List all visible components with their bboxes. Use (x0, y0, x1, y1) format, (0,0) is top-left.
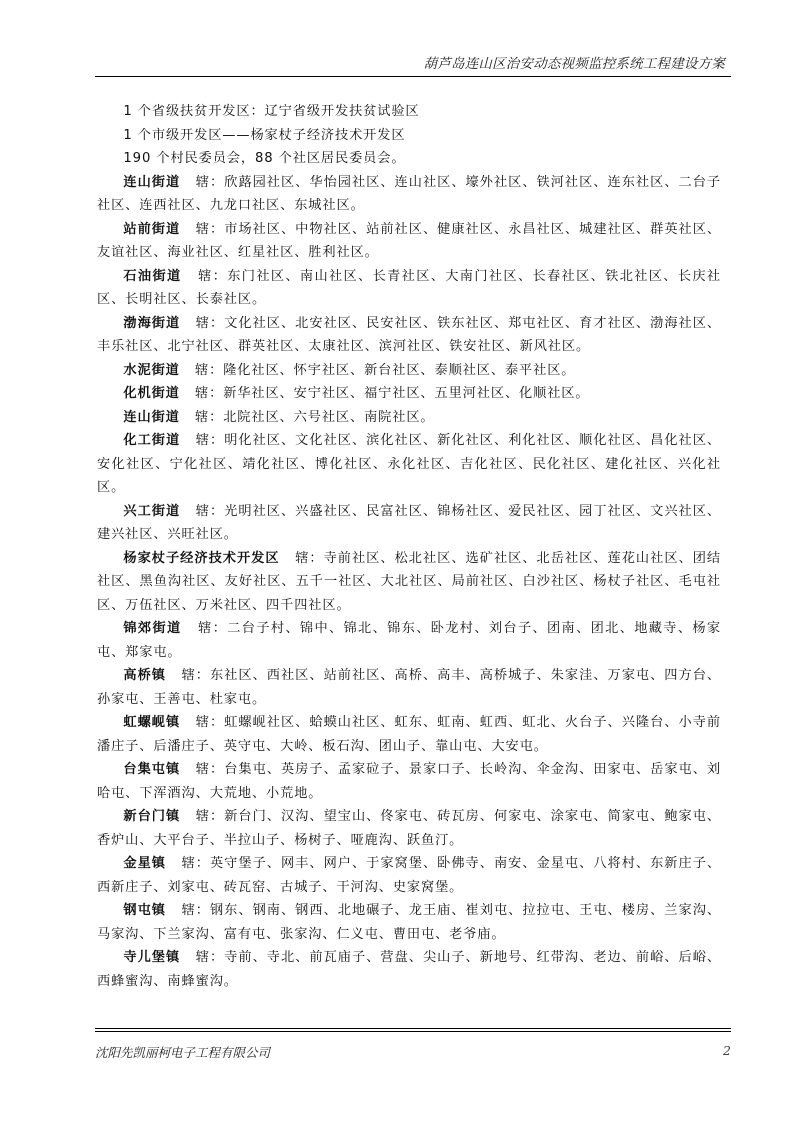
intro-line: 1 个省级扶贫开发区：辽宁省级开发扶贫试验区 (123, 104, 420, 119)
district-name: 金星镇 (123, 856, 166, 871)
district-text: 辖：文化社区、北安社区、民安社区、铁东社区、郑屯社区、育才社区、渤海社区、丰乐社区、北宁社区、群英社区、太康社区、滨河社区、铁安社区、新风社区。 (97, 315, 721, 354)
document-body (97, 100, 721, 993)
district-text: 辖：隆化社区、怀宇社区、新台社区、泰顺社区、泰平社区。 (195, 362, 576, 378)
district-text: 辖：欣蕗园社区、华怡园社区、连山社区、壕外社区、铁河社区、连东社区、二台子社区、连西社区、九龙口社区、东城社区。 (97, 174, 721, 213)
footer-company-name: 沈阳先凯丽柯电子工程有限公司 (95, 1045, 271, 1060)
district-paragraph (97, 547, 721, 618)
district-paragraph (97, 617, 721, 664)
district-name: 锦郊街道 (123, 621, 182, 636)
district-text: 辖：东社区、西社区、站前社区、高桥、高丰、高桥城子、朱家洼、万家屯、四方台、孙家屯、王善屯、杜家屯。 (97, 668, 721, 707)
district-name: 钢屯镇 (123, 903, 166, 918)
district-paragraph (97, 218, 721, 265)
district-paragraph (97, 312, 721, 359)
district-text: 辖：寺前社区、松北社区、选矿社区、北岳社区、莲花山社区、团结社区、黑鱼沟社区、友好社区、五千一社区、大北社区、局前社区、白沙社区、杨杖子社区、毛屯社区、万伍社区、万米社区、四千四社区。 (97, 550, 722, 613)
district-paragraph (97, 711, 721, 758)
intro-line: 1 个市级开发区——杨家杖子经济技术开发区 (123, 127, 406, 143)
district-text: 辖：台集屯、英房子、孟家砬子、景家口子、长岭沟、伞金沟、田家屯、岳家屯、刘哈屯、下浑酒沟、大荒地、小荒地。 (97, 762, 721, 801)
district-name: 站前街道 (123, 221, 181, 237)
header-rule (95, 76, 731, 77)
district-name: 连山街道 (123, 409, 180, 425)
district-text: 辖：寺前、寺北、前瓦庙子、营盘、尖山子、新地号、红带沟、老边、前峪、后峪、西蜂蜜沟、南蜂蜜沟。 (97, 950, 721, 989)
district-text: 辖：北院社区、六号社区、南院社区。 (195, 409, 435, 425)
district-text: 辖：二台子村、锦中、锦北、锦东、卧龙村、刘台子、团南、团北、地藏寺、杨家屯、郑家屯。 (97, 621, 721, 660)
district-name: 兴工街道 (123, 503, 181, 519)
district-name: 化机街道 (123, 386, 180, 401)
district-name: 寺儿堡镇 (123, 950, 181, 965)
district-name: 新台门镇 (123, 809, 181, 824)
district-text: 辖：新华社区、安宁社区、福宁社区、五里河社区、化顺社区。 (195, 386, 590, 401)
district-name: 水泥街道 (123, 362, 180, 378)
district-name: 连山街道 (123, 174, 181, 190)
district-name: 台集屯镇 (123, 762, 181, 777)
district-text: 辖：光明社区、兴盛社区、民富社区、锦杨社区、爱民社区、园丁社区、文兴社区、建兴社区、兴旺社区。 (97, 503, 721, 542)
district-name: 化工街道 (123, 433, 181, 448)
district-text: 辖：新台门、汉沟、望宝山、佟家屯、砖瓦房、何家屯、涂家屯、简家屯、鲍家屯、香炉山、大平台子、半拉山子、杨树子、哑鹿沟、跃鱼汀。 (97, 809, 721, 848)
district-text: 辖：钢东、钢南、钢西、北地碾子、龙王庙、崔刘屯、拉拉屯、王屯、楼房、兰家沟、马家沟、下兰家沟、富有屯、张家沟、仁义屯、曹田屯、老爷庙。 (97, 903, 721, 942)
intro-line: 190 个村民委员会，88 个社区居民委员会。 (123, 151, 406, 166)
district-text: 辖：东门社区、南山社区、长青社区、大南门社区、长春社区、铁北社区、长庆社区、长明社区、长泰社区。 (97, 268, 721, 307)
district-paragraph (97, 429, 721, 500)
district-paragraph (97, 805, 721, 852)
district-paragraph (97, 758, 721, 805)
footer-rule (95, 1028, 731, 1029)
district-paragraph (97, 382, 721, 406)
district-name: 杨家杖子经济技术开发区 (123, 550, 280, 566)
district-paragraph (97, 406, 721, 430)
footer-rule (95, 1031, 731, 1032)
district-name: 虹螺岘镇 (123, 715, 181, 730)
district-text: 辖：明化社区、文化社区、滨化社区、新化社区、利化社区、顺化社区、昌化社区、安化社区、宁化社区、靖化社区、博化社区、永化社区、吉化社区、民化社区、建化社区、兴化社区。 (97, 433, 721, 495)
district-paragraph (97, 946, 721, 993)
document-header-title: 葫芦岛连山区治安动态视频监控系统工程建设方案 (423, 56, 725, 72)
district-paragraph (97, 171, 721, 218)
district-paragraph (97, 899, 721, 946)
district-paragraph (97, 500, 721, 547)
district-name: 渤海街道 (123, 315, 181, 331)
district-paragraph (97, 852, 721, 899)
district-paragraph (97, 664, 721, 711)
district-text: 辖：市场社区、中物社区、站前社区、健康社区、永昌社区、城建社区、群英社区、友谊社区、海业社区、红星社区、胜利社区。 (97, 221, 721, 260)
district-paragraph (97, 265, 721, 312)
district-paragraph (97, 359, 721, 383)
district-text: 辖：英守堡子、网丰、网户、于家窝堡、卧佛寺、南安、金星屯、八将村、东新庄子、西新庄子、刘家屯、砖瓦窑、古城子、干河沟、史家窝堡。 (97, 856, 721, 895)
district-text: 辖：虹螺岘社区、蛤蟆山社区、虹东、虹南、虹西、虹北、火台子、兴隆台、小寺前潘庄子、后潘庄子、英守屯、大岭、板石沟、团山子、靠山屯、大安屯。 (97, 715, 721, 754)
district-name: 高桥镇 (123, 668, 166, 683)
district-name: 石油街道 (123, 268, 182, 284)
page-number: 2 (723, 1043, 731, 1058)
